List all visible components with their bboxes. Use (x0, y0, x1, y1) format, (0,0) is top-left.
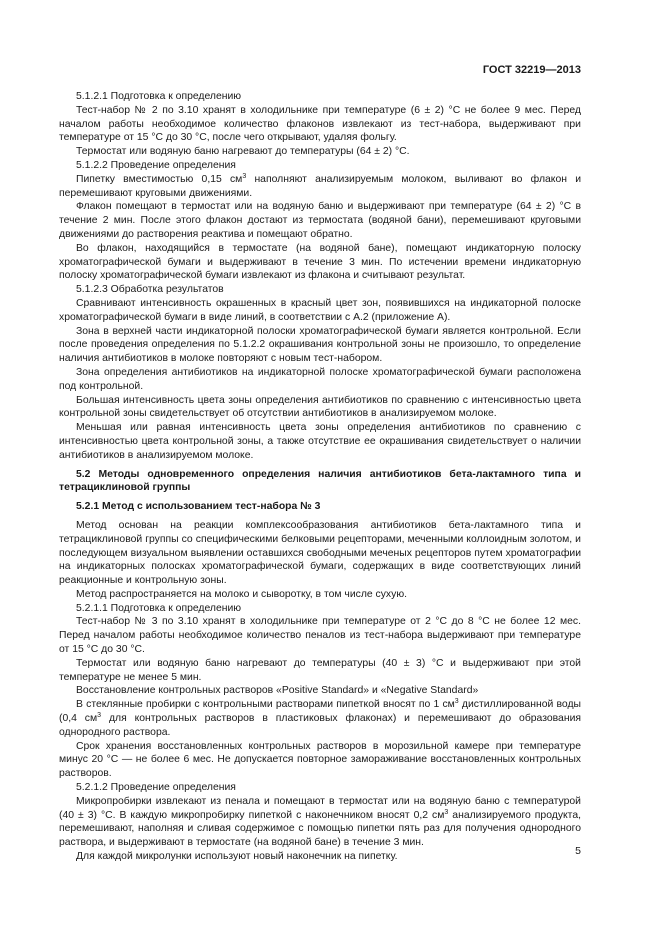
paragraph: Срок хранения восстановленных контрольных растворов в морозильной камере при температуре минус 20 °С — не более 6 мес. Не допускается повторное замораживание восстановленных контрольных растворов. (59, 740, 581, 780)
paragraph: Сравнивают интенсивность окрашенных в красный цвет зон, появившихся на индикаторной полоске хроматографической бумаги в виде линий, в соответствии с А.2 (приложение А). (59, 297, 581, 323)
paragraph: Метод основан на реакции комплексообразования антибиотиков бета-лактамного типа и тетрациклиновой группы со специфическими белковыми рецепторами, меченными коллоидным золотом, и последующем визуальном выявлении оставшихся свободными меченых рецепторов путем хроматографии на индикаторных полосках хроматографической бумаги, содержащих в виде соответствующих линий реакционные и контрольную зоны. (59, 519, 581, 587)
superscript: 3 (444, 808, 449, 816)
paragraph (59, 698, 581, 739)
text-run: В стеклянные пробирки с контрольными растворами пипеткой вносят по 1 см (76, 699, 455, 711)
text-run: анализируемого продукта, перемешивают, наполняя и сливая содержимое с помощью пипетки пять раз для получения однородного раствора, и выдерживают в термостате (на водяной бане) в течение 3 мин. (59, 809, 581, 849)
text-run: Пипетку вместимостью 0,15 см (76, 173, 243, 185)
superscript: 3 (97, 712, 102, 720)
page-number: 5 (575, 845, 581, 857)
text-run: Микропробирки извлекают из пенала и помещают в термостат или на водяную баню с температурой (40 ± 3) °С. В каждую микропробирку пипеткой с наконечником вносят 0,2 см (59, 795, 581, 821)
subsection-heading: 5.1.2.1 Подготовка к определению (76, 91, 242, 102)
subsection-heading: 5.1.2.2 Проведение определения (76, 159, 236, 171)
paragraph: Для каждой микролунки используют новый наконечник на пипетку. (76, 851, 398, 863)
superscript: 3 (242, 172, 247, 180)
paragraph: Метод распространяется на молоко и сыворотку, в том числе сухую. (76, 588, 408, 600)
document-body (59, 90, 581, 864)
paragraph: Термостат или водяную баню нагревают до температуры (64 ± 2) °С. (76, 146, 410, 158)
paragraph: Флакон помещают в термостат или на водяную баню и выдерживают при температуре (64 ± 2) °С в течение 2 мин. После этого флакон достают из термостата (водяной бани), перемешивают круговыми движениями до растворения реактива и помещают обратно. (59, 201, 581, 240)
subsection-heading: 5.1.2.3 Обработка результатов (76, 284, 224, 296)
section-heading: 5.2.1 Метод с использованием тест-набора № 3 (76, 501, 321, 513)
text-run: наполняют анализируемым молоком, выливают во флакон и перемешивают круговыми движениями. (59, 173, 581, 199)
paragraph: Меньшая или равная интенсивность цвета зоны определения антибиотиков по сравнению с интенсивностью цвета контрольной зоны, а также отсутствие ее окрашивания свидетельствует о наличии антибиотиков в анализируемом молоке. (59, 422, 581, 461)
paragraph: Зона определения антибиотиков на индикаторной полоске хроматографической бумаги расположена под контрольной. (59, 366, 581, 392)
superscript: 3 (454, 698, 459, 706)
text-run: для контрольных растворов в пластиковых флаконах) и перемешивают до образования однородного раствора. (59, 713, 582, 738)
paragraph: Тест-набор № 2 по 3.10 хранят в холодильнике при температуре (6 ± 2) °С не более 9 мес. Перед началом работы необходимое количество флаконов извлекают из тест-набора, выдерживают при температуре от 15 °С до 30 °С, после чего открывают, удаляя фольгу. (59, 104, 581, 144)
document-standard-id: ГОСТ 32219—2013 (482, 64, 581, 76)
subsection-heading: 5.2.1.1 Подготовка к определению (76, 602, 242, 614)
paragraph: Во флакон, находящийся в термостате (на водяной бане), помещают индикаторную полоску хроматографической бумаги и выдерживают в течение 3 мин. По истечении времени индикаторную полоску хроматографической бумаги извлекают из флакона и считывают результат. (59, 242, 581, 282)
paragraph: Большая интенсивность цвета зоны определения антибиотиков по сравнению с интенсивностью цвета контрольной зоны свидетельствует об отсутствии антибиотиков в анализируемом молоке. (59, 394, 581, 420)
section-heading: 5.2 Методы одновременного определения наличия антибиотиков бета-лактамного типа и тетрациклиновой группы (59, 468, 581, 494)
text-run: дистиллированной воды (0,4 см (59, 699, 581, 725)
paragraph (59, 173, 581, 201)
paragraph: Термостат или водяную баню нагревают до температуры (40 ± 3) °С и выдерживают при этой температуре не менее 5 мин. (59, 657, 581, 683)
paragraph: Тест-набор № 3 по 3.10 хранят в холодильнике при температуре от 2 °С до 8 °С не более 12 мес. Перед началом работы необходимое количество пеналов из тест-набора выдерживают при температуре от 15 °С до 30 °С. (59, 616, 581, 656)
paragraph (59, 795, 581, 850)
paragraph: Восстановление контрольных растворов «Positive Standard» и «Negative Standard» (76, 685, 479, 697)
subsection-heading: 5.2.1.2 Проведение определения (76, 782, 236, 794)
paragraph: Зона в верхней части индикаторной полоски хроматографической бумаги является контрольной. Если после проведения определения по 5.1.2.2 окрашивания контрольной зоны не произошло, то определение наличия антибиотиков в молоке повторяют с новым тест-набором. (59, 325, 581, 365)
